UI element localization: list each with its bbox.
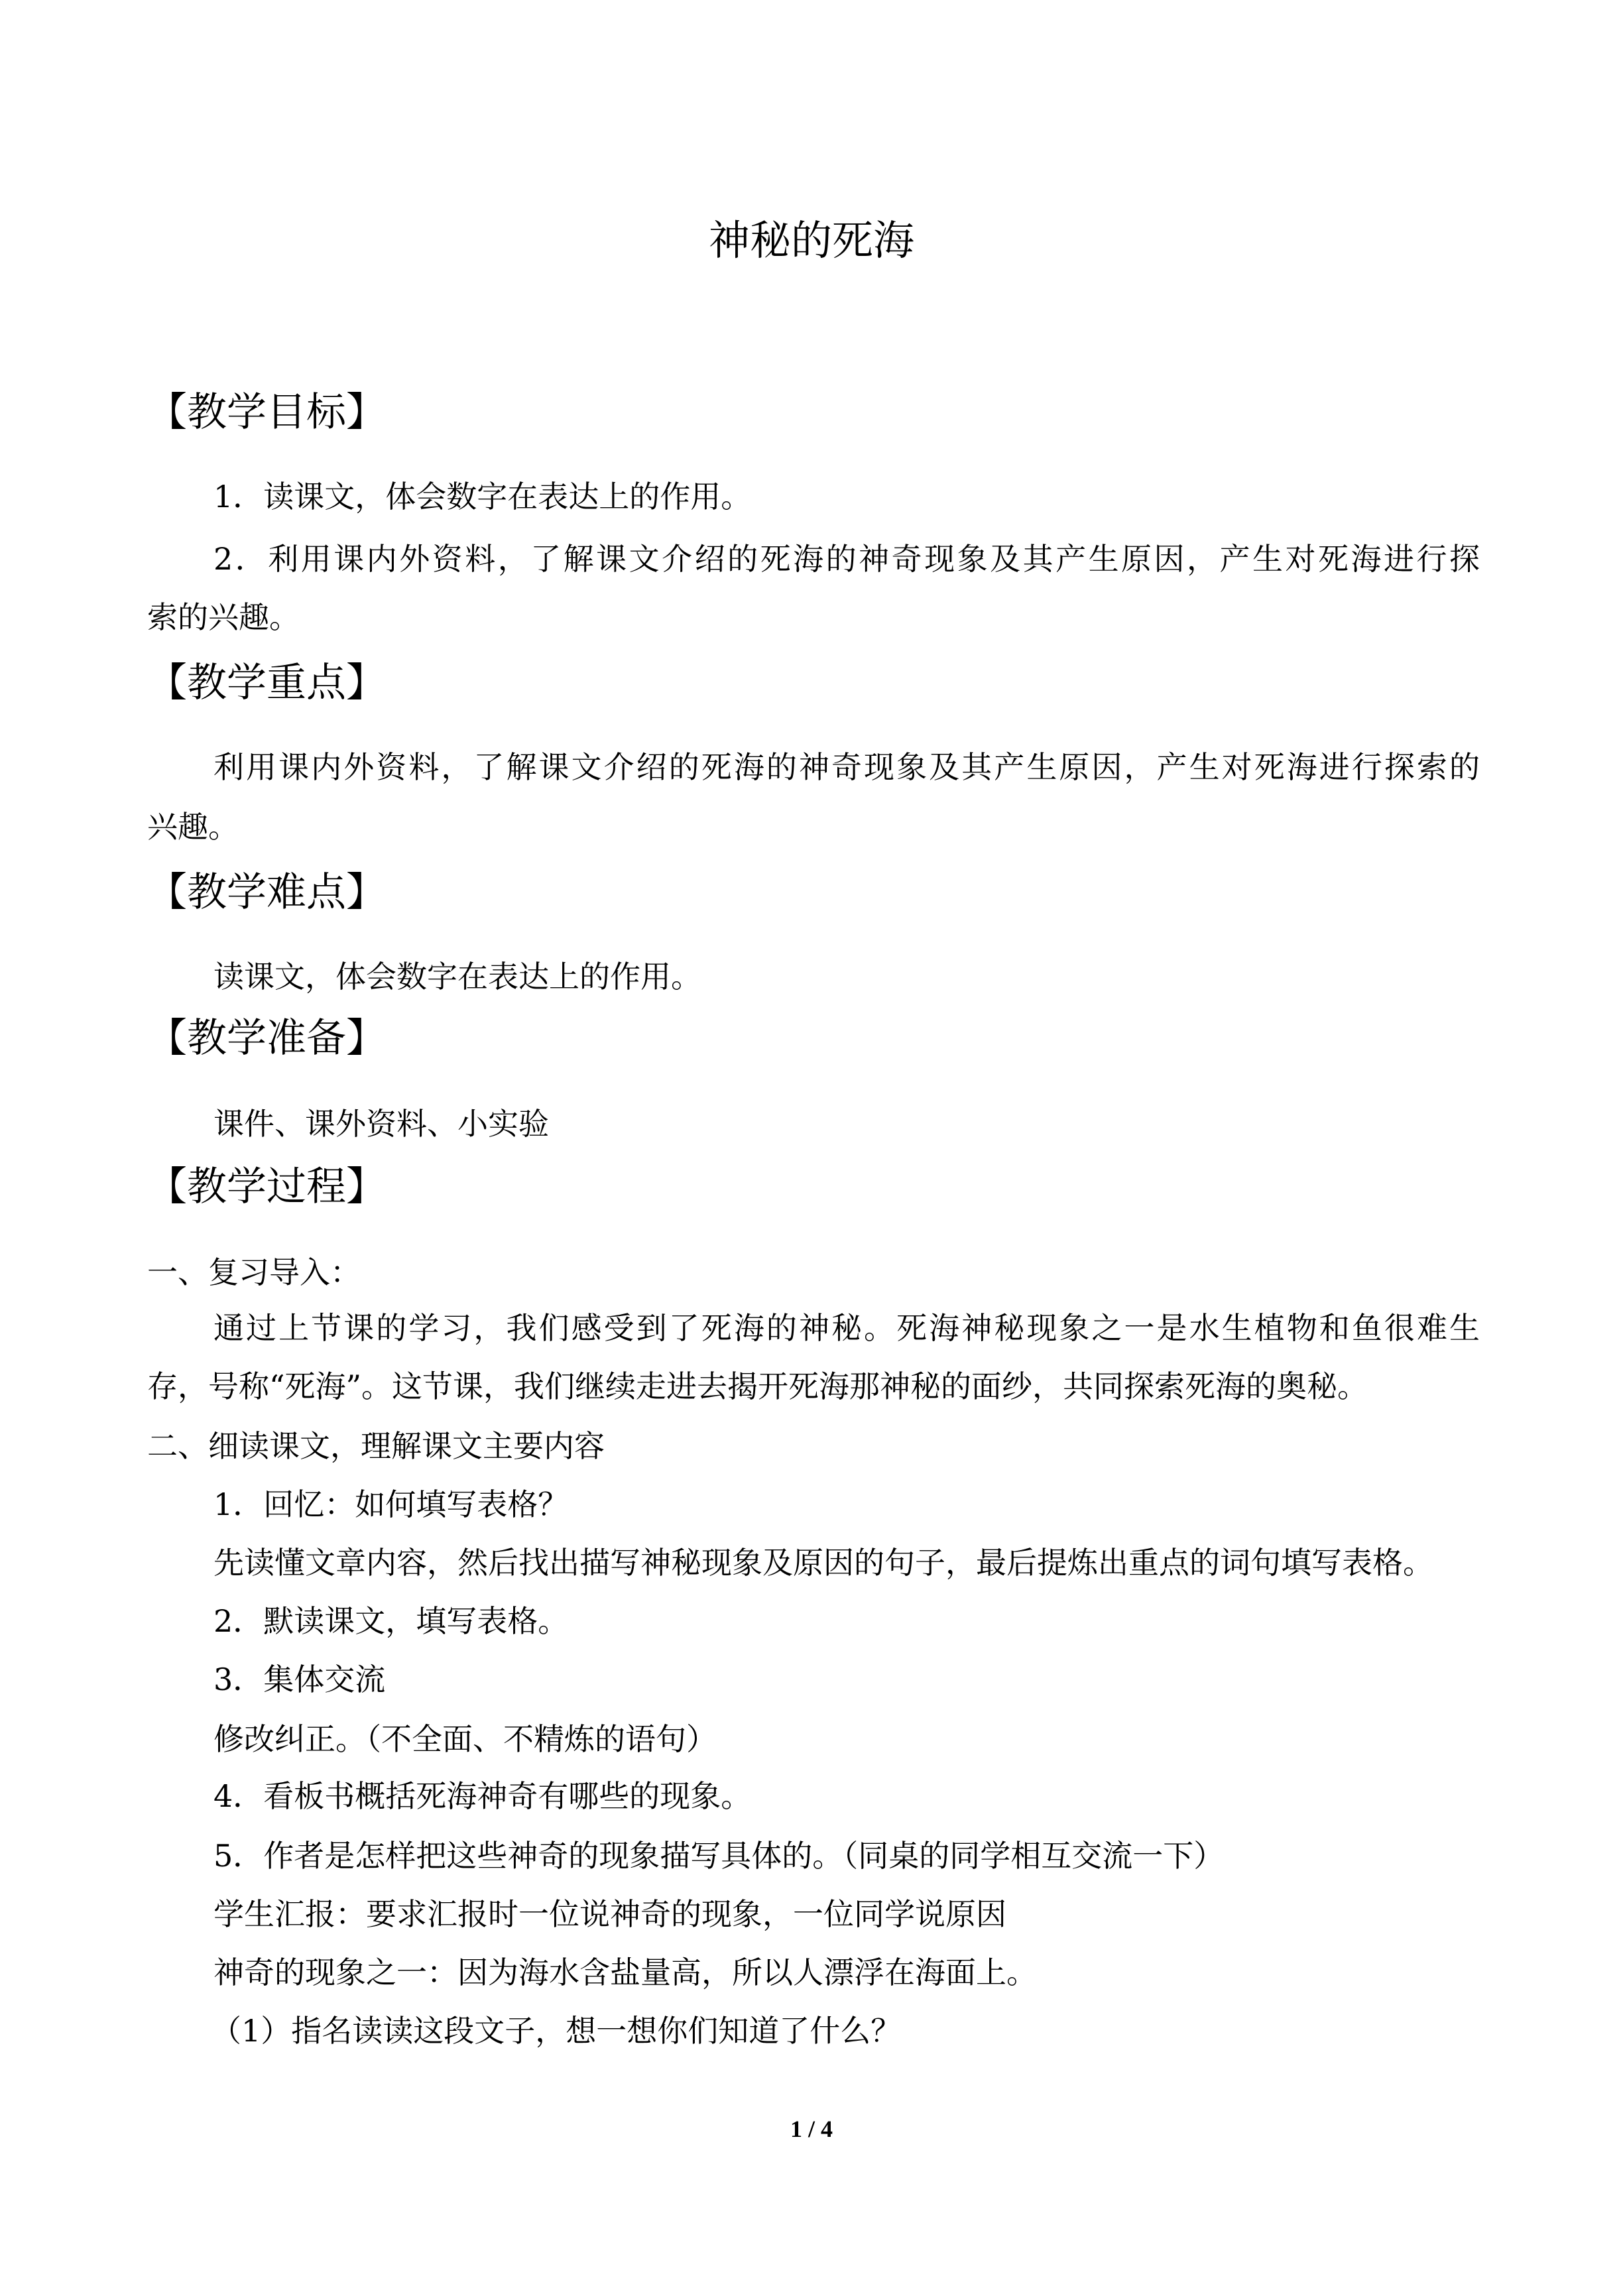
process-step-2: 2．默读课文，填写表格。: [213, 1603, 569, 1639]
heading-teaching-goals: 【教学目标】: [147, 389, 386, 436]
process-step-4: 4．看板书概括死海神奇有哪些的现象。: [213, 1778, 752, 1814]
key-point-line-2: 兴趣。: [147, 809, 239, 845]
difficulty-line-1: 读课文，体会数字在表达上的作用。: [213, 959, 701, 995]
process-phenomenon-1: 神奇的现象之一：因为海水含盐量高，所以人漂浮在海面上。: [213, 1955, 1037, 1990]
process-step-1: 1．回忆：如何填写表格？: [213, 1486, 569, 1522]
process-part-1-title: 一、复习导入：: [147, 1254, 361, 1290]
heading-teaching-difficulty: 【教学难点】: [147, 869, 386, 916]
process-sub-question-1: （1）指名读读这段文子，想一想你们知道了什么？: [211, 2013, 902, 2049]
process-part-1-line-1: 通过上节课的学习，我们感受到了死海的神秘。死海神秘现象之一是水生植物和鱼很难生: [213, 1310, 1480, 1346]
process-student-report: 学生汇报：要求汇报时一位说神奇的现象，一位同学说原因: [213, 1896, 1006, 1932]
process-step-3-detail: 修改纠正。（不全面、不精炼的语句）: [213, 1721, 717, 1757]
heading-teaching-key-points: 【教学重点】: [147, 660, 386, 706]
process-step-5: 5．作者是怎样把这些神奇的现象描写具体的。（同桌的同学相互交流一下）: [213, 1838, 1225, 1874]
heading-teaching-preparation: 【教学准备】: [147, 1015, 386, 1061]
process-part-1-line-2: 存，号称“死海”。这节课，我们继续走进去揭开死海那神秘的面纱，共同探索死海的奥秘。: [147, 1368, 1368, 1404]
heading-teaching-process: 【教学过程】: [147, 1164, 386, 1210]
process-step-3: 3．集体交流: [213, 1662, 386, 1697]
key-point-line-1: 利用课内外资料，了解课文介绍的死海的神奇现象及其产生原因，产生对死海进行探索的: [213, 749, 1480, 785]
process-step-1-detail: 先读懂文章内容，然后找出描写神秘现象及原因的句子，最后提炼出重点的词句填写表格。: [213, 1545, 1433, 1581]
goal-item-2-line-2: 索的兴趣。: [147, 599, 300, 635]
goal-item-1: 1．读课文，体会数字在表达上的作用。: [213, 479, 752, 514]
preparation-line-1: 课件、课外资料、小实验: [213, 1106, 549, 1142]
goal-item-2-line-1: 2．利用课内外资料，了解课文介绍的死海的神奇现象及其产生原因，产生对死海进行探: [213, 541, 1480, 577]
process-part-2-title: 二、细读课文，理解课文主要内容: [147, 1428, 605, 1464]
page-number: 1 / 4: [790, 2116, 833, 2142]
document-title: 神秘的死海: [708, 216, 914, 265]
